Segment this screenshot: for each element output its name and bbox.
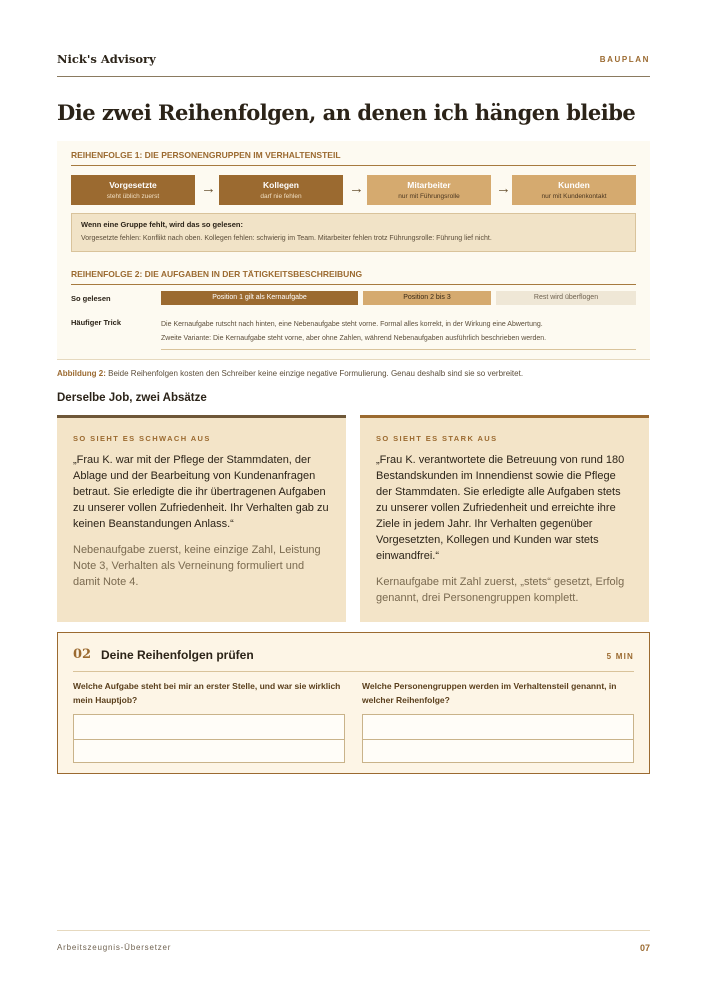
- strong-example-card: [360, 415, 649, 622]
- card-comment: Nebenaufgabe zuerst, keine einzige Zahl, Leistung Note 3, Verhalten als Verneinung formuliert und damit Note 4.: [73, 544, 321, 588]
- answer-line: [363, 739, 633, 740]
- arrow-right-icon: →: [201, 180, 216, 197]
- weak-example-card: [57, 415, 346, 622]
- segment-core-task: Position 1 gilt als Kernaufgabe: [161, 291, 358, 305]
- segment-rest: Rest wird überflogen: [496, 291, 636, 305]
- trick-text: [161, 318, 636, 350]
- chain-box-mitarbeiter: [367, 175, 491, 205]
- chain-box-kunden: [512, 175, 636, 205]
- figure-orders: [57, 141, 650, 360]
- figure-heading-1: REIHENFOLGE 1: DIE PERSONENGRUPPEN IM VERHALTENSTEIL: [71, 150, 636, 166]
- page-header: [57, 52, 650, 77]
- exercise-question-2: Welche Personengruppen werden im Verhaltensteil genannt, in welcher Reihenfolge?: [362, 681, 617, 705]
- chain-box-title: Vorgesetzte: [109, 180, 157, 190]
- brand-name: Nick's Advisory: [57, 52, 156, 66]
- caption-label: Abbildung 2:: [57, 369, 106, 378]
- chain-box-sub: darf nie fehlen: [260, 193, 302, 200]
- segment-positions-2-3: Position 2 bis 3: [363, 291, 491, 305]
- section-subheading: Derselbe Job, zwei Absätze: [57, 392, 207, 404]
- arrow-right-icon: →: [496, 180, 511, 197]
- exercise-box: [57, 632, 650, 774]
- card-quote: „Frau K. verantwortete die Betreuung von rund 180 Bestandskunden im Innendienst sowie die Pflege der Stammdaten. Sie erledigte alle Aufgaben stets zu unserer vollen Zufriedenheit und erreichte ihre Ziele in jedem Jahr. Ihr Verhalten gegenüber Vorgesetzten, Kollegen und Kunden war stets einwandfrei.“: [376, 454, 625, 562]
- chain-box-kollegen: [219, 175, 343, 205]
- section-tag: BAUPLAN: [599, 55, 650, 64]
- divider: [73, 671, 634, 672]
- figure-heading-2: REIHENFOLGE 2: DIE AUFGABEN IN DER TÄTIGKEITSBESCHREIBUNG: [71, 269, 636, 285]
- chain-box-title: Kollegen: [263, 180, 299, 190]
- card-comment: Kernaufgabe mit Zahl zuerst, „stets“ gesetzt, Erfolg genannt, drei Personengruppen komplett.: [376, 576, 625, 604]
- card-tag: SO SIEHT ES SCHWACH AUS: [73, 434, 211, 443]
- chain-box-title: Mitarbeiter: [407, 180, 451, 190]
- read-label: So gelesen: [71, 294, 111, 303]
- page-title: Die zwei Reihenfolgen, an denen ich hängen bleibe: [57, 100, 636, 125]
- trick-label: Häufiger Trick: [71, 318, 122, 327]
- caption-text: Beide Reihenfolgen kosten den Schreiber keine einzige negative Formulierung. Genau deshalb sind sie so verbreitet.: [105, 369, 524, 378]
- card-tag: SO SIEHT ES STARK AUS: [376, 434, 498, 443]
- chain-box-sub: nur mit Kundenkontakt: [541, 193, 607, 200]
- page-number: 07: [639, 943, 650, 953]
- answer-field-2[interactable]: [362, 714, 634, 763]
- answer-field-1[interactable]: [73, 714, 345, 763]
- note-title: Wenn eine Gruppe fehlt, wird das so gelesen:: [81, 220, 243, 229]
- chain-box-sub: nur mit Führungsrolle: [398, 193, 460, 200]
- answer-line: [74, 739, 344, 740]
- exercise-number: 02: [73, 647, 92, 662]
- trick-line: Zweite Variante: Die Kernaufgabe steht vorne, aber ohne Zahlen, während Nebenaufgaben ausführlich beschrieben werden.: [161, 335, 547, 342]
- chain-box-vorgesetzte: [71, 175, 195, 205]
- figure-caption: [57, 369, 523, 378]
- arrow-right-icon: →: [349, 180, 364, 197]
- page-footer: [57, 930, 650, 953]
- exercise-title: Deine Reihenfolgen prüfen: [101, 648, 254, 662]
- card-quote: „Frau K. war mit der Pflege der Stammdaten, der Ablage und der Bearbeitung von Kundenanfragen betraut. Sie erledigte die ihr übertragenen Aufgaben zu unserer vollen Zufriedenheit. Ihr Verhalten gab zu keinen Beanstandungen Anlass.“: [73, 454, 329, 530]
- note-body: Vorgesetzte fehlen: Konflikt nach oben. Kollegen fehlen: schwierig im Team. Mitarbeiter fehlen trotz Führungsrolle: Führung lief nicht.: [81, 235, 492, 242]
- exercise-duration: 5 MIN: [606, 652, 634, 661]
- footer-title: Arbeitszeugnis-Übersetzer: [57, 943, 172, 952]
- trick-line: Die Kernaufgabe rutscht nach hinten, eine Nebenaufgabe steht vorne. Formal alles korrekt, in der Wirkung eine Abwertung.: [161, 321, 543, 328]
- missing-group-note: [71, 213, 636, 252]
- chain-box-title: Kunden: [558, 180, 590, 190]
- person-group-chain: [71, 175, 636, 205]
- chain-box-sub: steht üblich zuerst: [106, 193, 160, 200]
- exercise-question-1: Welche Aufgabe steht bei mir an erster Stelle, und war sie wirklich mein Hauptjob?: [73, 681, 341, 705]
